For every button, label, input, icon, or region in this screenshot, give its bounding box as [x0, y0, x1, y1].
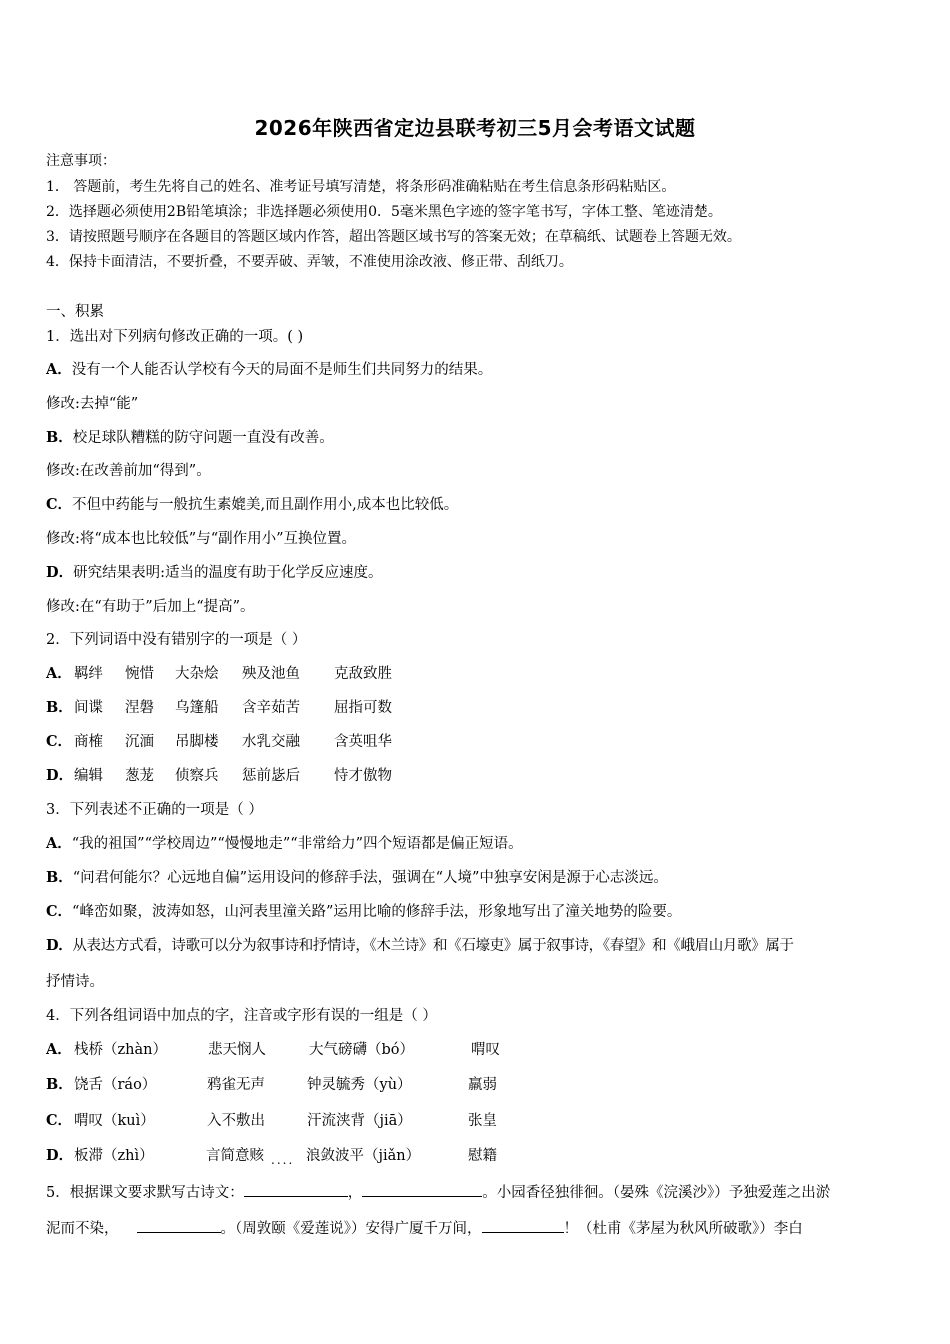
q3-stem: 3．下列表述不正确的一项是（ ）	[46, 802, 263, 818]
option-label: D．	[46, 937, 73, 954]
option-label: D．	[46, 564, 74, 581]
word: 汗流浃背（jiā）	[307, 1113, 412, 1129]
word: 吊脚楼	[175, 734, 219, 750]
q5-line-1	[46, 1182, 830, 1203]
word: 惋惜	[125, 666, 154, 682]
word: 慰籍	[468, 1148, 497, 1164]
notice-item-1: 1． 答题前，考生先将自己的姓名、准考证号填写清楚，将条形码准确粘贴在考生信息条形码粘贴区。	[46, 179, 676, 195]
word: 惩前毖后	[242, 768, 300, 784]
option-text: 校足球队糟糕的防守问题一直没有改善。	[72, 430, 334, 446]
q1-fix-c: 修改:将“成本也比较低”与“副作用小”互换位置。	[46, 531, 357, 547]
word: 克敌致胜	[334, 666, 392, 682]
q5-text: ，	[347, 1185, 363, 1201]
option-label: C．	[46, 1112, 73, 1129]
section-heading: 一、积累	[46, 304, 104, 320]
word: 羁绊	[74, 666, 103, 682]
q1-fix-d: 修改:在“有助于”后加上“提高”。	[46, 599, 255, 615]
q1-option-d	[46, 563, 382, 583]
word: 喟叹（kuì）	[74, 1113, 155, 1129]
word: 浪敛波平（jiǎn）	[306, 1148, 421, 1164]
word: 水乳交融	[242, 734, 300, 750]
q3-option-a	[46, 834, 523, 854]
q3-option-b	[46, 868, 668, 888]
q4-stem: 4．下列各组词语中加点的字，注音或字形有误的一组是（ ）	[46, 1008, 437, 1024]
word: 言简意赅	[206, 1148, 264, 1164]
notice-item-2: 2．选择题必须使用2B铅笔填涂；非选择题必须使用0．5毫米黑色字迹的签字笔书写，字体工整、笔迹清楚。	[46, 204, 722, 220]
option-label: B．	[46, 699, 73, 716]
q1-stem: 1．选出对下列病句修改正确的一项。( )	[46, 329, 304, 345]
word: 涅磐	[125, 700, 154, 716]
option-label: A．	[46, 835, 72, 852]
word: 张皇	[468, 1113, 497, 1129]
option-label: A．	[46, 361, 72, 378]
word: 含英咀华	[334, 734, 392, 750]
option-label: A．	[46, 665, 72, 682]
option-label: C．	[46, 733, 73, 750]
q1-option-a	[46, 360, 492, 380]
q1-option-b	[46, 428, 334, 448]
option-label: D．	[46, 767, 74, 784]
notice-heading: 注意事项：	[46, 153, 116, 169]
option-label: A．	[46, 1041, 72, 1058]
word: 饶舌（ráo）	[74, 1077, 157, 1093]
option-text: 不但中药能与一般抗生素媲美,而且副作用小,成本也比较低。	[72, 497, 459, 513]
q1-fix-b: 修改:在改善前加“得到”。	[46, 463, 211, 479]
word: 鸦雀无声	[207, 1077, 265, 1093]
option-label: B．	[46, 1076, 73, 1093]
word: 悲天悯人	[208, 1042, 266, 1058]
q5-text: 。小园香径独徘徊。（晏殊《浣溪沙》）予独爱莲之出淤	[482, 1185, 831, 1201]
q5-text: 泥而不染，	[46, 1221, 119, 1237]
word: 屈指可数	[334, 700, 392, 716]
option-text: 从表达方式看，诗歌可以分为叙事诗和抒情诗，《木兰诗》和《石壕吏》属于叙事诗，《春望》和《峨眉山月歌》属于	[72, 938, 794, 954]
emphasis-dots: ....	[271, 1153, 295, 1167]
word: 大杂烩	[175, 666, 219, 682]
option-text: 没有一个人能否认学校有今天的局面不是师生们共同努力的结果。	[71, 362, 493, 378]
q2-stem: 2．下列词语中没有错别字的一项是（ ）	[46, 632, 307, 648]
answer-blank[interactable]	[362, 1182, 482, 1197]
q3-option-d-cont: 抒情诗。	[46, 974, 104, 990]
q5-line-2	[46, 1218, 803, 1239]
option-label: B．	[46, 869, 73, 886]
answer-blank[interactable]	[482, 1218, 564, 1233]
option-label: C．	[46, 496, 73, 513]
option-label: D．	[46, 1147, 74, 1164]
word: 葱茏	[125, 768, 154, 784]
word: 侦察兵	[175, 768, 219, 784]
word: 栈桥（zhàn）	[74, 1042, 167, 1058]
word: 羸弱	[468, 1077, 497, 1093]
word: 入不敷出	[207, 1113, 265, 1129]
q1-option-c	[46, 495, 458, 515]
word: 板滞（zhì）	[74, 1148, 154, 1164]
q5-text: ！（杜甫《茅屋为秋风所破歌》）李白	[563, 1221, 803, 1237]
q5-text: 5．根据课文要求默写古诗文：	[46, 1185, 244, 1201]
option-text: “问君何能尔？心远地自偏”运用设问的修辞手法，强调在“人境”中独享安闲是源于心志淡远。	[72, 870, 668, 886]
word: 乌篷船	[175, 700, 219, 716]
word: 沉湎	[125, 734, 154, 750]
option-label: B．	[46, 429, 73, 446]
page-title: 2026年陕西省定边县联考初三5月会考语文试题	[254, 116, 696, 140]
notice-item-3: 3．请按照题号顺序在各题目的答题区域内作答，超出答题区域书写的答案无效；在草稿纸、试题卷上答题无效。	[46, 229, 741, 245]
q3-option-c	[46, 902, 681, 922]
option-text: “我的祖国”“学校周边”“慢慢地走”“非常给力”四个短语都是偏正短语。	[71, 836, 523, 852]
word: 含辛茹苦	[242, 700, 300, 716]
word: 间谍	[74, 700, 103, 716]
word: 商榷	[74, 734, 103, 750]
word: 恃才傲物	[334, 768, 392, 784]
q1-fix-a: 修改:去掉“能”	[46, 396, 139, 412]
word: 殃及池鱼	[242, 666, 300, 682]
notice-item-4: 4．保持卡面清洁，不要折叠，不要弄破、弄皱，不准使用涂改液、修正带、刮纸刀。	[46, 254, 573, 270]
word: 大气磅礴（bó）	[309, 1042, 415, 1058]
q5-text: 。（周敦颐《爱莲说》）安得广厦千万间，	[220, 1221, 482, 1237]
word: 喟叹	[471, 1042, 500, 1058]
answer-blank[interactable]	[244, 1182, 348, 1197]
q3-option-d	[46, 936, 794, 956]
option-label: C．	[46, 903, 73, 920]
word: 编辑	[74, 768, 103, 784]
option-text: “峰峦如聚，波涛如怒，山河表里潼关路”运用比喻的修辞手法，形象地写出了潼关地势的险要。	[72, 904, 682, 920]
word: 钟灵毓秀（yù）	[307, 1077, 412, 1093]
answer-blank[interactable]	[137, 1218, 221, 1233]
option-text: 研究结果表明:适当的温度有助于化学反应速度。	[73, 565, 383, 581]
